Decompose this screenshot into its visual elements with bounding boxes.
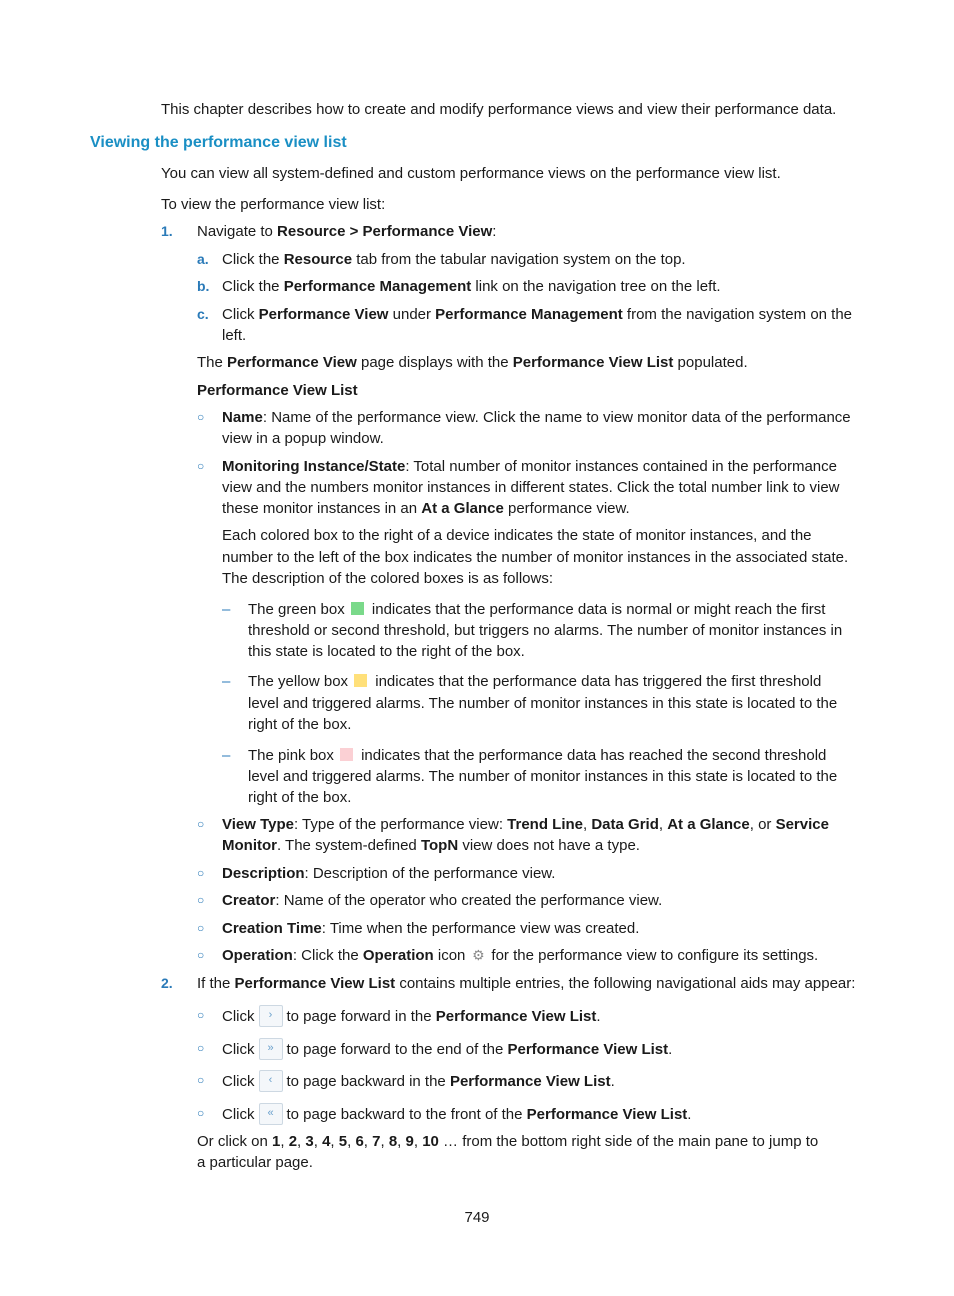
page-jump-pre: Or click on (197, 1133, 273, 1150)
yellow-line3: right of the box. (248, 716, 352, 733)
substep-b-text (222, 276, 721, 297)
nav-last-text: to page forward to the end of the (286, 1041, 508, 1058)
nav-back-text: to page backward in the (286, 1073, 450, 1090)
green-line2: threshold or second threshold, but triggers no alarms. The number of monitor instances in (248, 622, 843, 639)
step-1-number: 1. (161, 223, 173, 239)
view-type-glance: At a Glance (667, 816, 750, 833)
creator-bold: Creator (222, 892, 276, 909)
substep-b-t1: Click the (222, 278, 284, 295)
result-t1: The (197, 354, 228, 371)
nav-back-item (222, 1070, 615, 1092)
page-link-5[interactable]: 5 (338, 1133, 348, 1150)
monitoring-line3b: At a Glance (421, 500, 504, 517)
green-item (248, 599, 825, 620)
view-type-service: Service (775, 816, 829, 833)
bullet-nav-last: ○ (197, 1041, 205, 1055)
bullet-operation: ○ (197, 948, 205, 962)
step-1-path: Resource > Performance View (277, 223, 493, 240)
result-t2: page displays with the (356, 354, 513, 371)
operation-b2: Operation (362, 947, 434, 964)
result-b2: Performance View List (512, 354, 674, 371)
name-bold: Name (222, 409, 263, 426)
name-item (222, 407, 851, 428)
substep-c-t3: from the navigation system on the (622, 306, 853, 323)
creation-time-bold: Creation Time (222, 920, 322, 937)
next-page-icon[interactable]: › (259, 1005, 283, 1027)
operation-t2: icon (433, 947, 466, 964)
yellow-line2: level and triggered alarms. The number of monitor instances in this state is located to the (248, 695, 838, 712)
nav-back-bold: Performance View List (449, 1073, 611, 1090)
yellow-t1: The yellow box (248, 673, 349, 690)
page-link-7[interactable]: 7 (372, 1133, 381, 1150)
page-link-9[interactable]: 9 (405, 1133, 414, 1150)
boxes-desc-2: number to the left of the box indicates the number of monitor instances in the associated state. (222, 549, 849, 566)
monitoring-line3 (222, 498, 630, 519)
result-text (197, 352, 748, 373)
substep-a-t2: tab from the tabular navigation system on the top. (352, 251, 686, 268)
substep-c-b2: Performance Management (435, 306, 623, 323)
creation-time-text: : Time when the performance view was created. (321, 920, 640, 937)
page-link-3[interactable]: 3 (305, 1133, 314, 1150)
view-type-bold: View Type (222, 816, 294, 833)
bullet-monitoring: ○ (197, 459, 205, 473)
nav-forward-click: Click (222, 1008, 255, 1025)
step-1-text (197, 221, 496, 242)
substep-b-b1: Performance Management (283, 278, 472, 295)
nav-forward-end: . (596, 1008, 601, 1025)
pink-item (248, 745, 826, 766)
substep-a-text (222, 249, 686, 270)
step-2-t1: If the (197, 975, 235, 992)
operation-t1: : Click the (292, 947, 363, 964)
description-text: : Description of the performance view. (304, 865, 556, 882)
view-type-grid: Data Grid (591, 816, 659, 833)
substep-c-label: c. (197, 306, 209, 322)
view-type-item (222, 814, 829, 835)
para-to-view: To view the performance view list: (161, 196, 386, 213)
description-bold: Description (222, 865, 305, 882)
nav-last-item (222, 1038, 672, 1060)
view-type-t4: , or (749, 816, 776, 833)
substep-a-b1: Resource (283, 251, 353, 268)
page-link-4[interactable]: 4 (322, 1133, 331, 1150)
monitoring-line3a: these monitor instances in an (222, 500, 422, 517)
view-type-line2 (222, 835, 640, 856)
step-2-number: 2. (161, 975, 173, 991)
nav-last-end: . (668, 1041, 673, 1058)
yellow-item (248, 671, 821, 692)
boxes-desc-3: The description of the colored boxes is as follows: (222, 570, 554, 587)
nav-last-bold: Performance View List (507, 1041, 669, 1058)
substep-c-b1: Performance View (258, 306, 389, 323)
pink-t1: The pink box (248, 747, 334, 764)
nav-forward-bold: Performance View List (435, 1008, 597, 1025)
name-line2: view in a popup window. (222, 430, 384, 447)
monitoring-line2: view and the numbers monitor instances in different states. Click the total number link to view (222, 479, 840, 496)
page-jump-post: … from the bottom right side of the main pane to jump to (438, 1133, 819, 1150)
dash-green: – (222, 601, 231, 618)
para-view-all: You can view all system-defined and custom performance views on the performance view list. (161, 165, 781, 182)
last-page-icon[interactable]: » (259, 1038, 283, 1060)
page-link-2[interactable]: 2 (288, 1133, 298, 1150)
substep-b-label: b. (197, 278, 210, 294)
page-link-6[interactable]: 6 (355, 1133, 364, 1150)
result-b1: Performance View (227, 354, 357, 371)
bullet-creation-time: ○ (197, 921, 205, 935)
bullet-description: ○ (197, 866, 205, 880)
page-link-8[interactable]: 8 (388, 1133, 398, 1150)
green-line3: this state is located to the right of the box. (248, 643, 525, 660)
view-type-topn: TopN (420, 837, 459, 854)
step-2-t2: contains multiple entries, the following navigational aids may appear: (395, 975, 856, 992)
operation-item (222, 945, 818, 966)
operation-bold: Operation (222, 947, 293, 964)
list-title: Performance View List (197, 382, 358, 399)
description-item (222, 863, 555, 884)
dash-pink: – (222, 747, 231, 764)
nav-back-click: Click (222, 1073, 255, 1090)
monitoring-text: : Total number of monitor instances contained in the performance (405, 458, 837, 475)
substep-b-t2: link on the navigation tree on the left. (471, 278, 721, 295)
pink-t2: indicates that the performance data has reached the second threshold (361, 747, 827, 764)
nav-first-text: to page backward to the front of the (286, 1106, 527, 1123)
green-t1: The green box (248, 601, 345, 618)
monitoring-item (222, 456, 837, 477)
boxes-desc-1: Each colored box to the right of a device indicates the state of monitor instances, and the (222, 527, 812, 544)
bullet-nav-first: ○ (197, 1106, 205, 1120)
bullet-view-type: ○ (197, 817, 205, 831)
view-type-l2t2: view does not have a type. (458, 837, 640, 854)
view-type-monitor: Monitor (222, 837, 277, 854)
substep-c-t1: Click (222, 306, 259, 323)
gear-icon[interactable]: ⚙ (472, 947, 485, 963)
nav-last-click: Click (222, 1041, 255, 1058)
nav-forward-text: to page forward in the (286, 1008, 436, 1025)
result-t3: populated. (673, 354, 748, 371)
step-1-pre: Navigate to (197, 223, 278, 240)
previous-page-icon[interactable]: ‹ (259, 1070, 283, 1092)
nav-first-click: Click (222, 1106, 255, 1123)
pink-box-icon (340, 748, 353, 761)
substep-c-line2: left. (222, 327, 247, 344)
creator-text: : Name of the operator who created the performance view. (275, 892, 663, 909)
monitoring-line3c: performance view. (503, 500, 630, 517)
operation-t3: for the performance view to configure its settings. (491, 947, 819, 964)
bullet-nav-forward: ○ (197, 1008, 205, 1022)
yellow-t2: indicates that the performance data has triggered the first threshold (375, 673, 822, 690)
substep-a-t1: Click the (222, 251, 284, 268)
first-page-icon[interactable]: « (259, 1103, 283, 1125)
nav-back-end: . (610, 1073, 615, 1090)
substep-c-t2: under (388, 306, 436, 323)
view-type-t1: : Type of the performance view: (293, 816, 508, 833)
view-type-t2: , (583, 816, 592, 833)
bullet-name: ○ (197, 410, 205, 424)
view-type-trend: Trend Line (507, 816, 583, 833)
name-text: : Name of the performance view. Click the name to view monitor data of the performance (262, 409, 851, 426)
page-jump-line2: a particular page. (197, 1154, 313, 1171)
intro-text: This chapter describes how to create and modify performance views and view their performance data. (161, 101, 837, 118)
page-jump-text: Or click on 1, 2, 3, 4, 5, 6, 7, 8, 9, 10 … from the bottom right side of the main pane to jump to (197, 1133, 819, 1150)
page-link-10[interactable]: 10 (422, 1133, 439, 1150)
nav-first-item (222, 1103, 691, 1125)
bullet-nav-back: ○ (197, 1073, 205, 1087)
pink-line2: level and triggered alarms. The number of monitor instances in this state is located to the (248, 768, 838, 785)
view-type-l2t1: . The system-defined (276, 837, 421, 854)
nav-first-bold: Performance View List (526, 1106, 688, 1123)
step-2-b1: Performance View List (234, 975, 396, 992)
nav-forward-item (222, 1005, 601, 1027)
substep-a-label: a. (197, 251, 209, 267)
substep-c-text (222, 304, 852, 325)
bullet-creator: ○ (197, 893, 205, 907)
green-t2: indicates that the performance data is normal or might reach the first (371, 601, 826, 618)
monitoring-bold: Monitoring Instance/State (222, 458, 406, 475)
creation-time-item (222, 918, 639, 939)
yellow-box-icon (354, 674, 367, 687)
page-number: 749 (464, 1209, 490, 1226)
pink-line3: right of the box. (248, 789, 352, 806)
step-1-post: : (492, 223, 497, 240)
nav-first-end: . (687, 1106, 692, 1123)
view-type-t3: , (658, 816, 668, 833)
creator-item (222, 890, 662, 911)
green-box-icon (351, 602, 364, 615)
dash-yellow: – (222, 673, 231, 690)
page-link-1[interactable]: 1 (272, 1133, 281, 1150)
step-2-text (197, 973, 855, 994)
section-heading: Viewing the performance view list (90, 134, 347, 151)
